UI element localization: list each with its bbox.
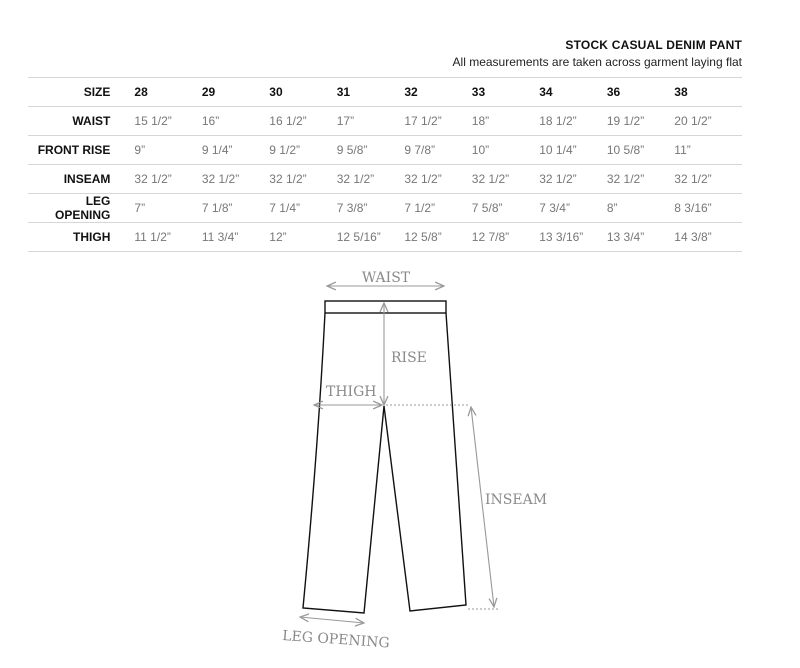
table-cell: 28 <box>134 78 201 107</box>
product-title: STOCK CASUAL DENIM PANT <box>565 38 742 52</box>
table-cell: 32 <box>404 78 471 107</box>
table-cell: 10 5/8” <box>607 136 674 165</box>
table-cell: 9” <box>134 136 201 165</box>
table-cell: 7” <box>134 194 201 223</box>
table-cell: 17” <box>337 107 405 136</box>
table-cell: 7 3/4” <box>539 194 607 223</box>
table-cell: 33 <box>472 78 539 107</box>
table-cell: 20 1/2” <box>674 107 742 136</box>
table-cell: 7 1/2” <box>404 194 471 223</box>
table-cell: 13 3/4” <box>607 223 674 252</box>
table-cell: 10 1/4” <box>539 136 607 165</box>
table-cell: 10” <box>472 136 539 165</box>
table-cell: 32 1/2” <box>202 165 269 194</box>
row-label: SIZE <box>28 78 134 107</box>
table-cell: 30 <box>269 78 336 107</box>
table-cell: 18” <box>472 107 539 136</box>
table-cell: 8 3/16” <box>674 194 742 223</box>
table-cell: 32 1/2” <box>134 165 201 194</box>
table-cell: 13 3/16” <box>539 223 607 252</box>
table-cell: 36 <box>607 78 674 107</box>
table-cell: 11” <box>674 136 742 165</box>
waist-label: WAIST <box>361 270 411 286</box>
table-cell: 29 <box>202 78 269 107</box>
row-label: LEG OPENING <box>28 194 134 223</box>
left-leg-outline <box>303 313 384 613</box>
table-cell: 9 1/4” <box>202 136 269 165</box>
row-label: INSEAM <box>28 165 134 194</box>
table-cell: 12 5/8” <box>404 223 471 252</box>
table-cell: 32 1/2” <box>472 165 539 194</box>
table-cell: 12” <box>269 223 336 252</box>
table-cell: 9 5/8” <box>337 136 405 165</box>
table-cell: 12 5/16” <box>337 223 405 252</box>
table-cell: 14 3/8” <box>674 223 742 252</box>
table-cell: 7 5/8” <box>472 194 539 223</box>
measurement-note: All measurements are taken across garment laying flat <box>452 55 742 69</box>
table-cell: 11 1/2” <box>134 223 201 252</box>
table-cell: 32 1/2” <box>404 165 471 194</box>
table-cell: 7 1/4” <box>269 194 336 223</box>
table-cell: 12 7/8” <box>472 223 539 252</box>
table-cell: 7 3/8” <box>337 194 405 223</box>
row-label: WAIST <box>28 107 134 136</box>
table-cell: 34 <box>539 78 607 107</box>
row-label: FRONT RISE <box>28 136 134 165</box>
table-cell: 38 <box>674 78 742 107</box>
table-cell: 11 3/4” <box>202 223 269 252</box>
table-cell: 32 1/2” <box>607 165 674 194</box>
table-cell: 16” <box>202 107 269 136</box>
table-cell: 16 1/2” <box>269 107 336 136</box>
table-cell: 17 1/2” <box>404 107 471 136</box>
table-cell: 18 1/2” <box>539 107 607 136</box>
table-cell: 19 1/2” <box>607 107 674 136</box>
table-cell: 32 1/2” <box>539 165 607 194</box>
table-cell: 9 1/2” <box>269 136 336 165</box>
rise-label: RISE <box>391 350 427 366</box>
leg-opening-label: LEG OPENING <box>281 628 391 652</box>
row-label: THIGH <box>28 223 134 252</box>
table-cell: 32 1/2” <box>674 165 742 194</box>
table-cell: 7 1/8” <box>202 194 269 223</box>
table-cell: 8” <box>607 194 674 223</box>
table-cell: 9 7/8” <box>404 136 471 165</box>
thigh-label: THIGH <box>326 384 377 400</box>
waistband <box>325 301 446 313</box>
table-cell: 31 <box>337 78 405 107</box>
inseam-label: INSEAM <box>485 492 548 508</box>
table-cell: 15 1/2” <box>134 107 201 136</box>
table-cell: 32 1/2” <box>269 165 336 194</box>
table-cell: 32 1/2” <box>337 165 405 194</box>
leg-opening-arrow <box>300 617 364 623</box>
